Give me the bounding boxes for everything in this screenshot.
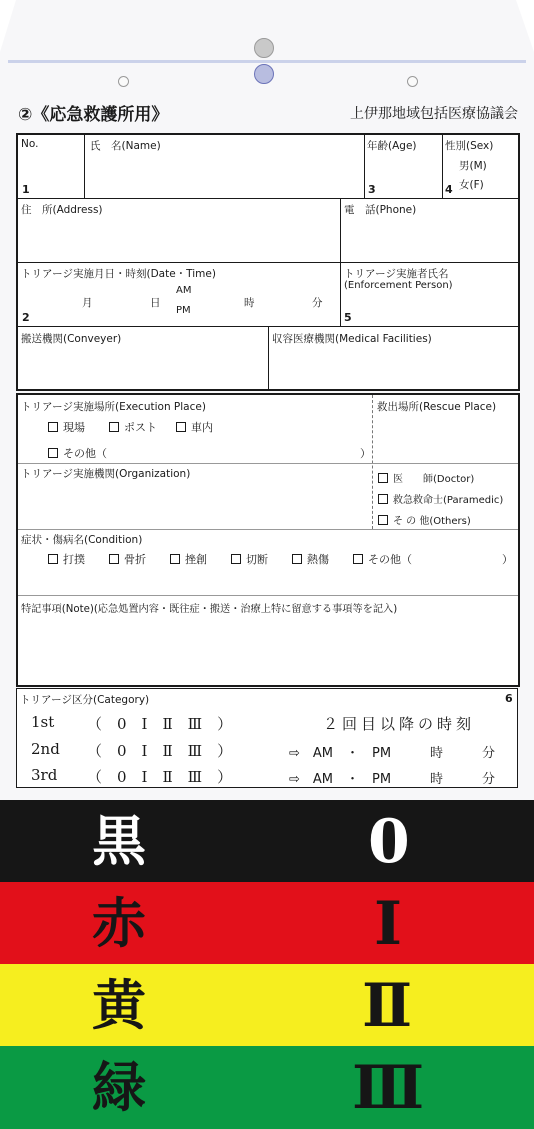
band-kanji: 黒 xyxy=(92,809,146,873)
note-label: 特記事項(Note)(応急処置内容・既往症・搬送・治療上特に留意する事項等を記入) xyxy=(21,604,398,615)
execution-place-field xyxy=(18,395,372,463)
checkbox-icon xyxy=(378,494,388,504)
no-label: No. xyxy=(21,138,39,150)
category-options[interactable]: （ 0 Ⅰ Ⅱ Ⅲ ） xyxy=(87,768,233,786)
checkbox-icon xyxy=(48,554,58,564)
form-title: ②《応急救護所用》 xyxy=(18,105,169,125)
band-black[interactable] xyxy=(0,800,534,882)
corner-cut-left xyxy=(0,0,16,52)
tag-header xyxy=(18,100,518,124)
band-kanji: 赤 xyxy=(92,891,146,955)
band-kanji: 緑 xyxy=(92,1055,146,1119)
age-field[interactable] xyxy=(364,135,442,198)
hour-label: 時 xyxy=(244,297,255,309)
field-number: 5 xyxy=(344,311,352,324)
medical-label: 収容医療機関(Medical Facilities) xyxy=(272,333,432,345)
staff-type-field xyxy=(372,463,518,529)
sex-female-option[interactable]: 女(F) xyxy=(459,179,484,191)
punch-hole-icon xyxy=(118,76,129,87)
perforation-line xyxy=(8,60,526,63)
condition-option-burn[interactable]: 熱傷 xyxy=(292,551,329,567)
checkbox-icon xyxy=(109,554,119,564)
condition-option-amputation[interactable]: 切断 xyxy=(231,551,268,567)
conveyer-label: 搬送機関(Conveyer) xyxy=(21,333,122,345)
band-yellow[interactable] xyxy=(0,964,534,1046)
address-field[interactable] xyxy=(18,198,340,262)
band-kanji: 黄 xyxy=(92,973,146,1037)
organization-name: 上伊那地域包括医療協議会 xyxy=(350,106,518,122)
phone-field[interactable] xyxy=(340,198,518,262)
category-section xyxy=(16,688,518,788)
category-options[interactable]: （ 0 Ⅰ Ⅱ Ⅲ ） xyxy=(87,742,233,760)
round-time-field[interactable]: ⇨ AM ・ PM 時 分 xyxy=(289,772,496,787)
band-roman: III xyxy=(352,1053,419,1123)
staff-option-paramedic[interactable]: 救急救命士(Paramedic) xyxy=(378,491,503,506)
checkbox-icon xyxy=(353,554,363,564)
place-option-vehicle[interactable]: 車内 xyxy=(176,419,213,435)
string-hole-icon xyxy=(254,64,274,84)
checkbox-icon xyxy=(231,554,241,564)
am-option[interactable]: AM xyxy=(176,285,192,296)
place-option-site[interactable]: 現場 xyxy=(48,419,85,435)
execution-place-label: トリアージ実施場所(Execution Place) xyxy=(21,401,206,413)
rescue-place-field[interactable] xyxy=(372,395,518,463)
string-hole-icon xyxy=(254,38,274,58)
condition-option-laceration[interactable]: 挫創 xyxy=(170,551,207,567)
condition-option-bruise[interactable]: 打撲 xyxy=(48,551,85,567)
condition-option-other[interactable]: その他（ xyxy=(353,551,412,567)
condition-field xyxy=(18,529,518,595)
staff-option-others[interactable]: そ の 他(Others) xyxy=(378,512,471,527)
day-label: 日 xyxy=(150,297,161,309)
person-label-en: (Enforcement Person) xyxy=(344,280,453,291)
checkbox-icon xyxy=(48,448,58,458)
punch-hole-icon xyxy=(407,76,418,87)
medical-facilities-field[interactable] xyxy=(268,326,518,389)
pm-option[interactable]: PM xyxy=(176,305,191,316)
conveyer-field[interactable] xyxy=(18,326,268,389)
field-number: 3 xyxy=(368,183,376,196)
round-time-heading: ２回目以降の時刻 xyxy=(323,715,476,733)
corner-cut-right xyxy=(516,0,534,52)
condition-other-close: ） xyxy=(502,553,513,566)
sex-field[interactable] xyxy=(442,135,518,198)
condition-label: 症状・傷病名(Condition) xyxy=(21,534,143,546)
band-red[interactable] xyxy=(0,882,534,964)
patient-info-section xyxy=(16,133,520,391)
name-label: 氏 名(Name) xyxy=(90,140,161,152)
band-green[interactable] xyxy=(0,1046,534,1129)
checkbox-icon xyxy=(109,422,119,432)
place-option-other[interactable]: その他（ xyxy=(48,445,107,461)
round-time-field[interactable]: ⇨ AM ・ PM 時 分 xyxy=(289,746,496,761)
band-roman: II xyxy=(362,971,407,1041)
checkbox-icon xyxy=(176,422,186,432)
band-roman: 0 xyxy=(368,807,404,877)
round-label: 1st xyxy=(31,713,55,731)
checkbox-icon xyxy=(48,422,58,432)
note-field[interactable] xyxy=(18,595,518,685)
category-options[interactable]: （ 0 Ⅰ Ⅱ Ⅲ ） xyxy=(87,715,233,733)
sex-male-option[interactable]: 男(M) xyxy=(459,160,487,172)
checkbox-icon xyxy=(170,554,180,564)
field-number: 1 xyxy=(22,183,30,196)
enforcement-person-field[interactable] xyxy=(340,262,518,326)
checkbox-icon xyxy=(292,554,302,564)
checkbox-icon xyxy=(378,473,388,483)
triage-details-section xyxy=(16,393,520,687)
band-roman: I xyxy=(374,889,397,959)
datetime-label: トリアージ実施月日・時刻(Date・Time) xyxy=(21,268,216,280)
category-label: トリアージ区分(Category) xyxy=(20,694,150,706)
place-other-close: ） xyxy=(360,447,371,460)
condition-option-fracture[interactable]: 骨折 xyxy=(109,551,146,567)
organization-label: トリアージ実施機関(Organization) xyxy=(21,468,191,480)
staff-option-doctor[interactable]: 医 師(Doctor) xyxy=(378,470,474,485)
rescue-place-label: 救出場所(Rescue Place) xyxy=(377,401,497,413)
round-label: 3rd xyxy=(31,766,58,784)
age-label: 年齢(Age) xyxy=(367,140,417,152)
person-label: トリアージ実施者氏名 xyxy=(344,268,449,280)
sex-label: 性別(Sex) xyxy=(445,140,494,152)
month-label: 月 xyxy=(82,297,93,309)
field-number: 2 xyxy=(22,311,30,324)
datetime-field[interactable] xyxy=(18,262,340,326)
minute-label: 分 xyxy=(312,297,323,309)
organization-field[interactable] xyxy=(18,463,372,529)
phone-label: 電 話(Phone) xyxy=(344,204,417,216)
place-option-post[interactable]: ポスト xyxy=(109,419,157,435)
address-label: 住 所(Address) xyxy=(21,204,103,216)
field-number: 6 xyxy=(505,692,513,705)
round-label: 2nd xyxy=(31,740,60,758)
no-field[interactable] xyxy=(18,135,84,198)
checkbox-icon xyxy=(378,515,388,525)
field-number: 4 xyxy=(445,183,453,196)
name-field[interactable] xyxy=(84,135,364,198)
